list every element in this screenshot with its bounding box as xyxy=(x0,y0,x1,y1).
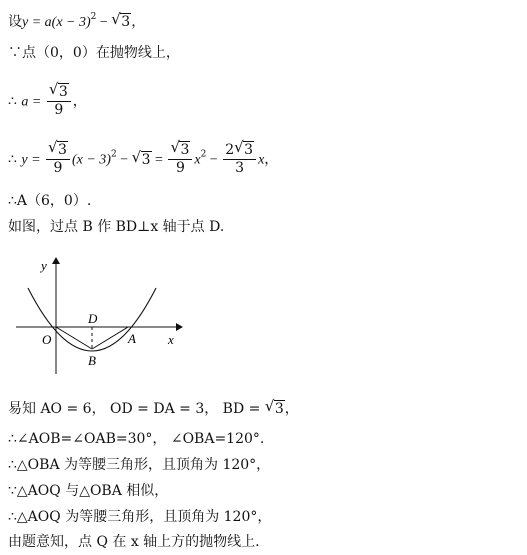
equation-line-4: ∴ y = √ 3 9 $(x - 3)^2$ − √ 3 = √ 3 9 $x^2$ − 2 √ 3 3 x， xyxy=(8,138,279,176)
sqrt-3: √ 3 xyxy=(111,10,131,30)
text-line-12: 由题意知，点 Q 在 x 轴上方的抛物线上. xyxy=(8,534,260,550)
label-b: B xyxy=(88,353,96,368)
label-d: D xyxy=(88,311,98,326)
text-line-8: ∴∠AOB=∠OAB=30°， ∠OBA=120°. xyxy=(8,431,265,447)
fraction-2: √ 3 9 xyxy=(168,142,192,177)
fraction-3: 2 √ 3 3 xyxy=(223,142,256,177)
label-a: A xyxy=(128,331,136,346)
equation-line-1: 设$y = a(x - 3)^2$ − √ 3， xyxy=(8,10,146,30)
parabola-figure xyxy=(10,252,190,377)
text-line-5: ∴A（6，0）. xyxy=(8,193,92,209)
text-she: 设 xyxy=(8,14,22,30)
text-line-7: 易知 AO = 6， OD = DA = 3， BD = √ 3， xyxy=(8,397,299,417)
fraction-sqrt3-over-9: √ 3 9 xyxy=(47,84,71,119)
text-line-10: ∵△AOQ 与△OBA 相似， xyxy=(8,483,169,499)
text-line-2: ∵点（0，0）在抛物线上， xyxy=(8,45,180,61)
label-o: O xyxy=(42,332,52,347)
minus-sign: − xyxy=(96,15,112,30)
label-y: y xyxy=(41,258,47,273)
equation-line-3: ∴ a = √ 3 9 ， xyxy=(8,80,87,118)
fraction-1: √ 3 9 xyxy=(46,142,70,177)
label-x: x xyxy=(168,332,174,347)
text-line-9: ∴△OBA 为等腰三角形，且顶角为 120°， xyxy=(8,457,271,473)
math-expr: y = a(x − 3) xyxy=(22,15,91,30)
text-line-11: ∴△AOQ 为等腰三角形，且顶角为 120°， xyxy=(8,509,272,525)
text-line-6: 如图，过点 B 作 BD⊥x 轴于点 D. xyxy=(8,219,225,235)
exponent: 2 xyxy=(90,12,97,22)
